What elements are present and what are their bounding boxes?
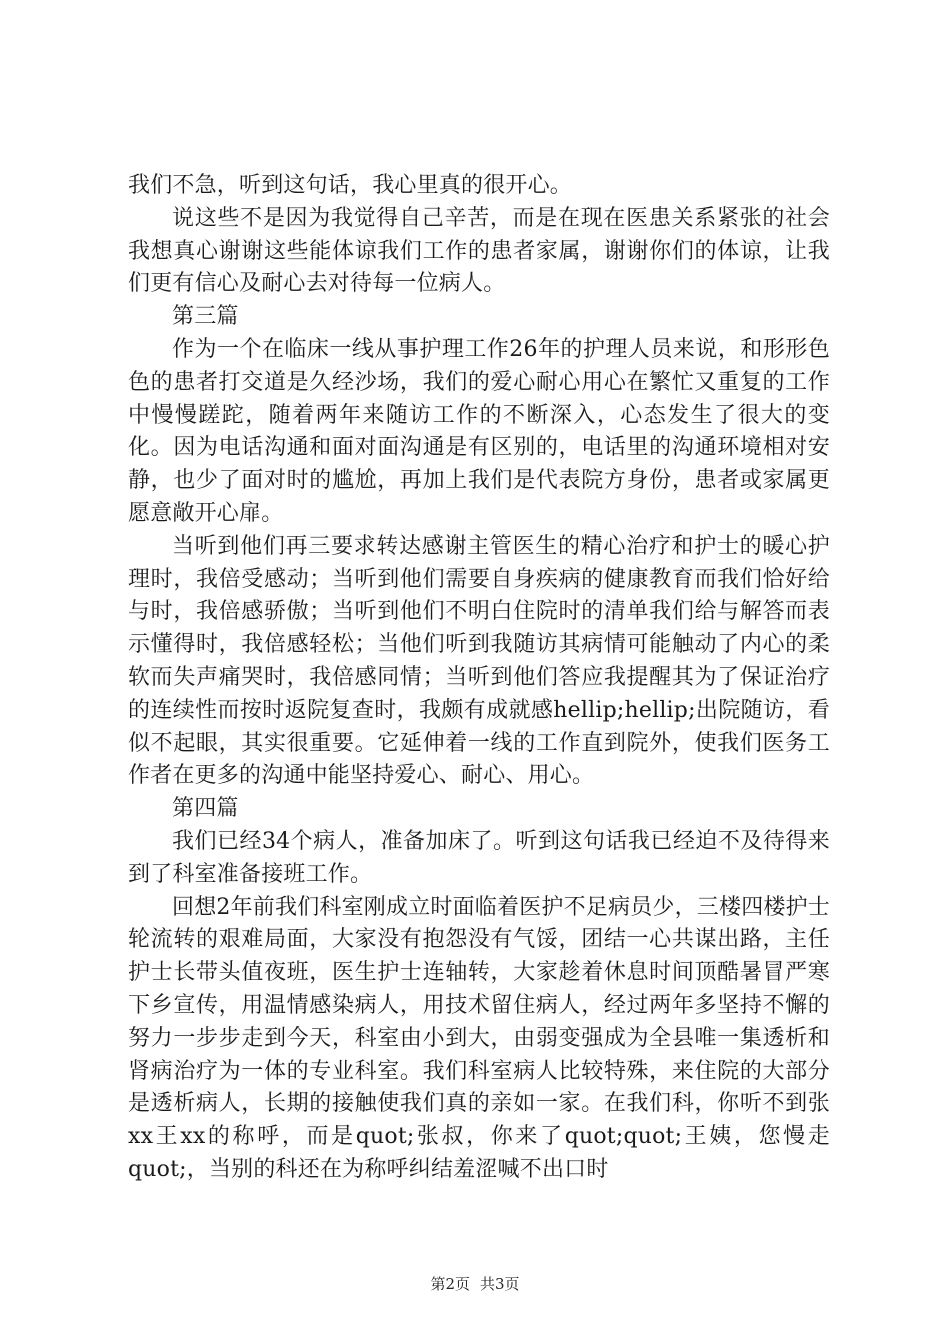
- paragraph: 我们不急，听到这句话，我心里真的很开心。: [128, 173, 573, 198]
- section-heading: 第四篇: [172, 796, 239, 822]
- page-number: 第2页: [430, 1275, 470, 1293]
- paragraph: 当听到他们再三要求转达感谢主管医生的精心治疗和护士的暖心护理时，我倍受感动；当听到他们需要自身疾病的健康教育而我们恰好给与时，我倍感骄傲；当听到他们不明白住院时的清单我们给与解答而表示懂得时，我倍感轻松；当他们听到我随访其病情可能触动了内心的柔软而失声痛哭时，我倍感同情；当听到他们答应我提醒其为了保证治疗的连续性而按时返院复查时，我颇有成就感hellip;hellip;出院随访，看似不起眼，其实很重要。它延伸着一线的工作直到院外，使我们医务工作者在更多的沟通中能坚持爱心、耐心、用心。: [128, 533, 830, 789]
- document-body: [128, 170, 830, 1187]
- page-footer: [0, 1274, 950, 1294]
- paragraph: 我们已经34个病人，准备加床了。听到这句话我已经迫不及待得来到了科室准备接班工作。: [128, 828, 830, 887]
- section-heading: 第三篇: [172, 304, 239, 330]
- paragraph: 作为一个在临床一线从事护理工作26年的护理人员来说，和形形色色的患者打交道是久经沙场，我们的爱心耐心用心在繁忙又重复的工作中慢慢蹉跎，随着两年来随访工作的不断深入，心态发生了很大的变化。因为电话沟通和面对面沟通是有区别的，电话里的沟通环境相对安静，也少了面对时的尴尬，再加上我们是代表院方身份，患者或家属更愿意敞开心扉。: [128, 336, 830, 526]
- paragraph: 回想2年前我们科室刚成立时面临着医护不足病员少，三楼四楼护士轮流转的艰难局面，大家没有抱怨没有气馁，团结一心共谋出路，主任护士长带头值夜班，医生护士连轴转，大家趁着休息时间顶酷暑冒严寒下乡宣传，用温情感染病人，用技术留住病人，经过两年多坚持不懈的努力一步步走到今天，科室由小到大，由弱变强成为全县唯一集透析和肾病治疗为一体的专业科室。我们科室病人比较特殊，来住院的大部分是透析病人，长期的接触使我们真的亲如一家。在我们科，你听不到张xx王xx的称呼，而是quot;张叔，你来了quot;quot;王姨，您慢走quot;，当别的科还在为称呼纠结羞涩喊不出口时: [128, 894, 830, 1182]
- paragraph: 说这些不是因为我觉得自己辛苦，而是在现在医患关系紧张的社会我想真心谢谢这些能体谅我们工作的患者家属，谢谢你们的体谅，让我们更有信心及耐心去对待每一位病人。: [128, 205, 830, 297]
- page-total: 共3页: [480, 1275, 520, 1293]
